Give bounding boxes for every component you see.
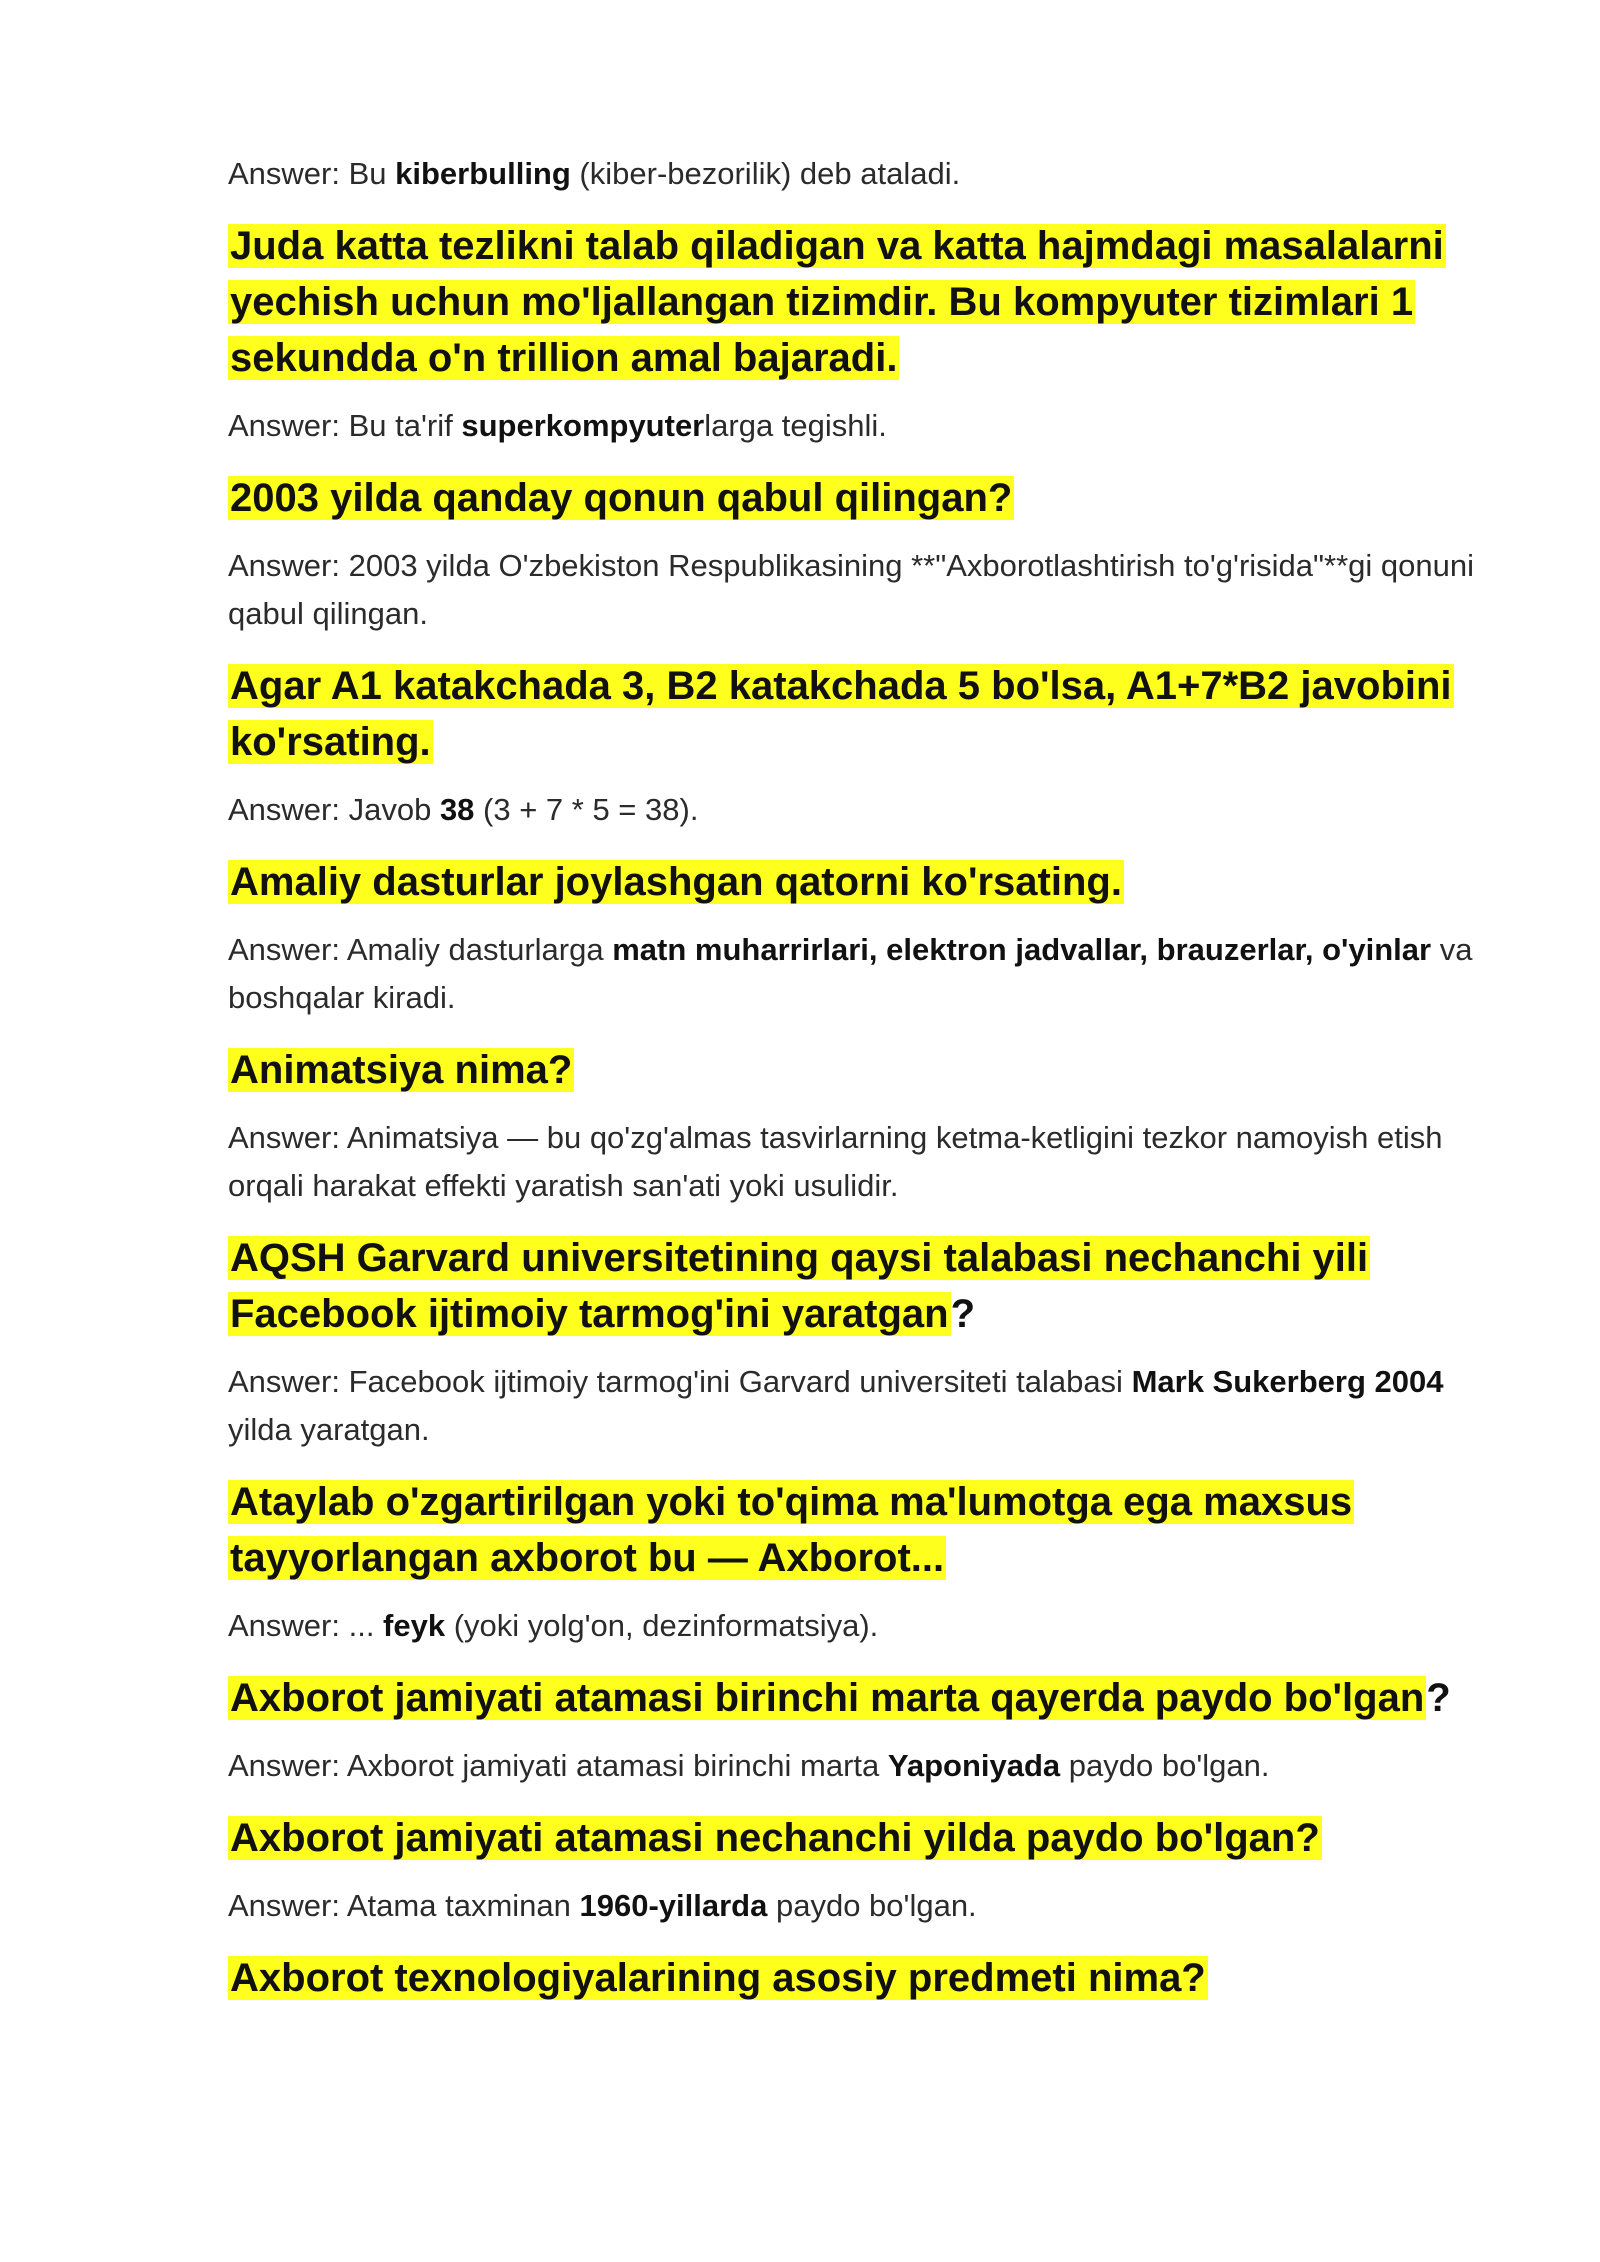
question-heading bbox=[228, 1950, 1478, 2006]
answer-bold-term: Mark Sukerberg 2004 bbox=[1131, 1364, 1444, 1399]
question-heading bbox=[228, 1042, 1478, 1098]
answer-text-segment: Answer: Atama taxminan bbox=[228, 1888, 580, 1923]
answer-text bbox=[228, 1114, 1478, 1210]
question-heading bbox=[228, 470, 1478, 526]
question-highlighted-text: Amaliy dasturlar joylashgan qatorni ko'rsating. bbox=[230, 860, 1122, 904]
question-highlighted-text: AQSH Garvard universitetining qaysi talabasi nechanchi yili Facebook ijtimoiy tarmog'ini yaratgan bbox=[230, 1236, 1369, 1336]
question-heading bbox=[228, 218, 1478, 386]
answer-text bbox=[228, 542, 1478, 638]
answer-bold-term: feyk bbox=[383, 1608, 446, 1643]
question-heading bbox=[228, 1670, 1478, 1726]
answer-text-segment: Answer: ... bbox=[228, 1608, 384, 1643]
answer-text bbox=[228, 1602, 1478, 1650]
question-heading bbox=[228, 854, 1478, 910]
question-highlighted-text: Axborot jamiyati atamasi nechanchi yilda paydo bo'lgan? bbox=[230, 1816, 1320, 1860]
question-highlighted-text: Juda katta tezlikni talab qiladigan va katta hajmdagi masalalarni yechish uchun mo'ljallangan tizimdir. Bu kompyuter tizimlari 1 sekundda o'n trillion amal bajaradi. bbox=[230, 224, 1444, 380]
answer-text bbox=[228, 150, 1478, 198]
answer-text-segment: Answer: Facebook ijtimoiy tarmog'ini Garvard universiteti talabasi bbox=[228, 1364, 1132, 1399]
answer-bold-term: matn muharrirlari, elektron jadvallar, brauzerlar, o'yinlar bbox=[612, 932, 1432, 967]
question-highlighted-text: 2003 yilda qanday qonun qabul qilingan? bbox=[230, 476, 1013, 520]
answer-text bbox=[228, 1358, 1478, 1454]
answer-bold-term: 1960-yillarda bbox=[579, 1888, 768, 1923]
answer-bold-term: superkompyuter bbox=[461, 408, 705, 443]
answer-text-segment: Answer: Axborot jamiyati atamasi birinchi marta bbox=[228, 1748, 888, 1783]
answer-bold-term: 38 bbox=[439, 792, 475, 827]
answer-text bbox=[228, 786, 1478, 834]
answer-text-segment: Answer: Bu ta'rif bbox=[228, 408, 462, 443]
answer-text-segment: (3 + 7 * 5 = 38). bbox=[474, 792, 699, 827]
answer-text bbox=[228, 1742, 1478, 1790]
answer-text-segment: va boshqalar kiradi. bbox=[228, 932, 1473, 1015]
answer-text-segment: Answer: Bu bbox=[228, 156, 396, 191]
answer-text-segment: Answer: Amaliy dasturlarga bbox=[228, 932, 613, 967]
answer-text-segment: paydo bo'lgan. bbox=[767, 1888, 977, 1923]
question-highlighted-text: Animatsiya nima? bbox=[230, 1048, 573, 1092]
answer-text-segment: larga tegishli. bbox=[704, 408, 887, 443]
answer-text-segment: Answer: 2003 yilda O'zbekiston Respublikasining **"Axborotlashtirish to'g'risida"**gi qonuni qabul qilingan. bbox=[228, 548, 1474, 631]
answer-text bbox=[228, 1882, 1478, 1930]
question-highlighted-text: Axborot texnologiyalarining asosiy predmeti nima? bbox=[230, 1956, 1206, 2000]
question-highlighted-text: Axborot jamiyati atamasi birinchi marta qayerda paydo bo'lgan bbox=[230, 1676, 1425, 1720]
question-tail: ? bbox=[1426, 1676, 1451, 1720]
question-highlighted-text: Agar A1 katakchada 3, B2 katakchada 5 bo'lsa, A1+7*B2 javobini ko'rsating. bbox=[230, 664, 1452, 764]
question-heading bbox=[228, 1474, 1478, 1586]
document-page bbox=[228, 150, 1478, 2006]
answer-text bbox=[228, 926, 1478, 1022]
question-heading bbox=[228, 1810, 1478, 1866]
answer-text-segment: (yoki yolg'on, dezinformatsiya). bbox=[445, 1608, 879, 1643]
question-heading bbox=[228, 658, 1478, 770]
answer-text-segment: Answer: Javob bbox=[228, 792, 440, 827]
question-tail: ? bbox=[950, 1292, 975, 1336]
answer-bold-term: kiberbulling bbox=[395, 156, 571, 191]
answer-text-segment: paydo bo'lgan. bbox=[1060, 1748, 1270, 1783]
question-heading bbox=[228, 1230, 1478, 1342]
answer-text-segment: yilda yaratgan. bbox=[228, 1412, 430, 1447]
answer-text-segment: Answer: Animatsiya — bu qo'zg'almas tasvirlarning ketma-ketligini tezkor namoyish etish orqali harakat effekti yaratish san'ati yoki usulidir. bbox=[228, 1120, 1443, 1203]
answer-text bbox=[228, 402, 1478, 450]
answer-bold-term: Yaponiyada bbox=[887, 1748, 1061, 1783]
question-highlighted-text: Ataylab o'zgartirilgan yoki to'qima ma'lumotga ega maxsus tayyorlangan axborot bu — Axborot... bbox=[230, 1480, 1353, 1580]
answer-text-segment: (kiber-bezorilik) deb ataladi. bbox=[570, 156, 961, 191]
